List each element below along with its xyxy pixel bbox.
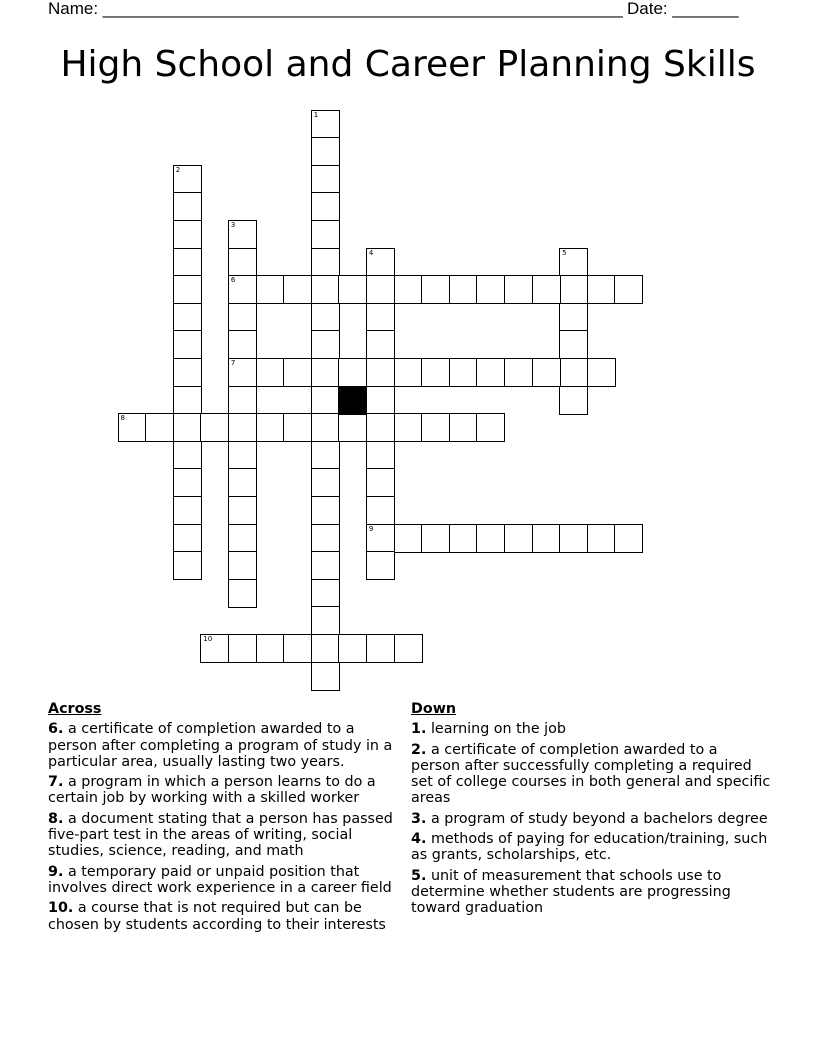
clue-text: a course that is not required but can be chosen by students according to their interests — [48, 900, 386, 933]
down-clue — [411, 742, 771, 807]
grid-cell[interactable] — [366, 330, 395, 359]
clue-number: 6 — [230, 276, 236, 285]
clue-number: 3 — [230, 220, 236, 229]
clue-number: 2. — [411, 741, 427, 758]
clue-text: a certificate of completion awarded to a person after successfully completing a required set of college courses in both general and specific areas — [411, 741, 771, 807]
grid-cell[interactable] — [228, 468, 257, 497]
grid-cell[interactable] — [394, 634, 423, 663]
down-clue — [411, 721, 771, 737]
grid-cell[interactable] — [311, 358, 340, 387]
grid-cell[interactable] — [228, 275, 257, 304]
grid-cell[interactable] — [145, 413, 174, 442]
grid-cell[interactable] — [256, 358, 285, 387]
grid-cell[interactable] — [366, 275, 395, 304]
grid-cell[interactable] — [587, 275, 616, 304]
clue-number: 5. — [411, 867, 427, 884]
header-line — [0, 0, 816, 20]
grid-cell[interactable] — [228, 551, 257, 580]
clue-number: 1. — [411, 721, 427, 738]
grid-cell[interactable] — [311, 137, 340, 166]
across-clue-list — [48, 721, 406, 933]
grid-cell[interactable] — [504, 524, 533, 553]
grid-cell[interactable] — [311, 524, 340, 553]
grid-cell[interactable] — [228, 634, 257, 663]
grid-cell[interactable] — [228, 413, 257, 442]
grid-cell[interactable] — [366, 358, 395, 387]
grid-cell[interactable] — [394, 275, 423, 304]
grid-cell[interactable] — [532, 275, 561, 304]
grid-cell[interactable] — [311, 248, 340, 277]
grid-cell[interactable] — [228, 579, 257, 608]
grid-cell[interactable] — [559, 524, 588, 553]
clue-text: a temporary paid or unpaid position that involves direct work experience in a career field — [48, 863, 392, 896]
grid-cell[interactable] — [228, 496, 257, 525]
grid-cell[interactable] — [311, 386, 340, 415]
grid-cell[interactable] — [173, 386, 202, 415]
grid-cell[interactable] — [559, 248, 588, 277]
grid-cell[interactable] — [366, 386, 395, 415]
grid-cell[interactable] — [366, 303, 395, 332]
grid-cell[interactable] — [173, 248, 202, 277]
grid-cell[interactable] — [504, 358, 533, 387]
grid-cell[interactable] — [504, 275, 533, 304]
clue-number: 9 — [368, 524, 374, 533]
grid-cell[interactable] — [366, 248, 395, 277]
grid-cell[interactable] — [228, 330, 257, 359]
grid-cell[interactable] — [421, 358, 450, 387]
clue-text: a program of study beyond a bachelors degree — [430, 810, 768, 827]
clue-number: 9. — [48, 863, 64, 880]
clue-text: a certificate of completion awarded to a person after completing a program of study in a particular area, usually lasting two years. — [48, 721, 393, 770]
grid-cell[interactable] — [614, 524, 643, 553]
grid-cell[interactable] — [559, 358, 588, 387]
down-clue — [411, 868, 771, 917]
grid-cell[interactable] — [311, 303, 340, 332]
grid-cell[interactable] — [311, 110, 340, 139]
across-clue — [48, 721, 406, 770]
grid-cell[interactable] — [228, 358, 257, 387]
grid-cell[interactable] — [173, 496, 202, 525]
grid-cell[interactable] — [311, 330, 340, 359]
grid-cell[interactable] — [173, 524, 202, 553]
grid-cell[interactable] — [228, 386, 257, 415]
grid-cell[interactable] — [476, 358, 505, 387]
grid-cell[interactable] — [283, 634, 312, 663]
grid-cell[interactable] — [200, 634, 229, 663]
grid-cell[interactable] — [228, 248, 257, 277]
grid-cell[interactable] — [173, 275, 202, 304]
grid-cell[interactable] — [614, 275, 643, 304]
grid-cell[interactable] — [173, 441, 202, 470]
grid-cell[interactable] — [311, 496, 340, 525]
grid-cell[interactable] — [394, 358, 423, 387]
clue-number: 7 — [230, 358, 236, 367]
grid-cell[interactable] — [228, 524, 257, 553]
grid-cell[interactable] — [338, 634, 367, 663]
clue-number: 5 — [562, 248, 567, 257]
grid-cell[interactable] — [559, 386, 588, 415]
grid-cell[interactable] — [338, 358, 367, 387]
grid-cell[interactable] — [173, 468, 202, 497]
across-clues — [48, 701, 406, 937]
grid-cell[interactable] — [338, 413, 367, 442]
grid-cell[interactable] — [366, 551, 395, 580]
grid-cell[interactable] — [476, 413, 505, 442]
clue-text: a program in which a person learns to do a certain job by working with a skilled worker — [48, 774, 376, 807]
grid-cell[interactable] — [311, 275, 340, 304]
clue-text: methods of paying for education/training, such as grants, scholarships, etc. — [411, 831, 768, 864]
grid-cell[interactable] — [366, 496, 395, 525]
grid-cell[interactable] — [256, 634, 285, 663]
grid-cell[interactable] — [449, 358, 478, 387]
grid-cell[interactable] — [173, 413, 202, 442]
grid-cell[interactable] — [559, 303, 588, 332]
clue-text: a document stating that a person has passed five-part test in the areas of writing, social studies, science, reading, and math — [48, 810, 393, 860]
clue-number: 3. — [411, 810, 427, 827]
across-heading: Across — [48, 701, 102, 717]
grid-cell[interactable] — [118, 413, 147, 442]
grid-cell[interactable] — [394, 413, 423, 442]
grid-cell[interactable] — [587, 358, 616, 387]
grid-cell[interactable] — [283, 358, 312, 387]
down-heading: Down — [411, 701, 457, 717]
clue-number: 8. — [48, 810, 64, 827]
clue-text: unit of measurement that schools use to determine whether students are progressing toward graduation — [411, 867, 731, 917]
down-clue-list — [411, 721, 771, 916]
grid-cell[interactable] — [173, 303, 202, 332]
grid-cell[interactable] — [476, 524, 505, 553]
grid-cell[interactable] — [173, 220, 202, 249]
clue-number: 7. — [48, 774, 64, 791]
grid-cell[interactable] — [421, 413, 450, 442]
black-grid-cell — [338, 386, 367, 415]
grid-cell[interactable] — [559, 275, 588, 304]
grid-cell[interactable] — [200, 413, 229, 442]
grid-cell[interactable] — [311, 551, 340, 580]
grid-cell[interactable] — [173, 551, 202, 580]
grid-cell[interactable] — [311, 662, 340, 691]
across-clue — [48, 900, 406, 933]
clue-text: learning on the job — [430, 721, 566, 738]
grid-cell[interactable] — [532, 358, 561, 387]
grid-cell[interactable] — [311, 441, 340, 470]
grid-cell[interactable] — [311, 220, 340, 249]
clue-number: 6. — [48, 721, 64, 738]
across-clue — [48, 864, 406, 897]
grid-cell[interactable] — [366, 441, 395, 470]
grid-cell[interactable] — [338, 275, 367, 304]
grid-cell[interactable] — [449, 524, 478, 553]
down-clues — [411, 701, 771, 921]
clue-number: 8 — [120, 414, 125, 423]
grid-cell[interactable] — [476, 275, 505, 304]
grid-cell[interactable] — [228, 303, 257, 332]
grid-cell[interactable] — [366, 634, 395, 663]
grid-cell[interactable] — [587, 524, 616, 553]
grid-cell[interactable] — [366, 468, 395, 497]
grid-cell[interactable] — [311, 579, 340, 608]
grid-cell[interactable] — [449, 275, 478, 304]
grid-cell[interactable] — [283, 275, 312, 304]
page-title: High School and Career Planning Skills — [60, 44, 756, 85]
grid-cell[interactable] — [173, 192, 202, 221]
grid-cell[interactable] — [311, 413, 340, 442]
grid-cell[interactable] — [173, 330, 202, 359]
grid-cell[interactable] — [311, 606, 340, 635]
grid-cell[interactable] — [256, 413, 285, 442]
grid-cell[interactable] — [311, 634, 340, 663]
grid-cell[interactable] — [394, 524, 423, 553]
across-clue — [48, 811, 406, 860]
clue-number: 2 — [175, 165, 181, 174]
grid-cell[interactable] — [311, 192, 340, 221]
grid-cell[interactable] — [283, 413, 312, 442]
date-field-label: Date: _______ — [627, 0, 739, 18]
grid-cell[interactable] — [311, 468, 340, 497]
grid-cell[interactable] — [449, 413, 478, 442]
name-field-label: Name: _______________________________________________________ — [48, 0, 623, 18]
grid-cell[interactable] — [228, 441, 257, 470]
grid-cell[interactable] — [228, 220, 257, 249]
clue-number: 4. — [411, 831, 427, 848]
down-clue — [411, 831, 771, 864]
grid-cell[interactable] — [421, 524, 450, 553]
down-clue — [411, 811, 771, 827]
clue-number: 1 — [313, 110, 319, 119]
grid-cell[interactable] — [256, 275, 285, 304]
clue-number: 4 — [368, 248, 374, 257]
clue-number: 10 — [203, 634, 213, 643]
grid-cell[interactable] — [532, 524, 561, 553]
grid-cell[interactable] — [421, 275, 450, 304]
clue-number: 10. — [48, 900, 74, 917]
grid-cell[interactable] — [366, 413, 395, 442]
grid-cell[interactable] — [311, 165, 340, 194]
grid-cell[interactable] — [173, 358, 202, 387]
grid-cell[interactable] — [366, 524, 395, 553]
grid-cell[interactable] — [559, 330, 588, 359]
grid-cell[interactable] — [173, 165, 202, 194]
across-clue — [48, 774, 406, 807]
